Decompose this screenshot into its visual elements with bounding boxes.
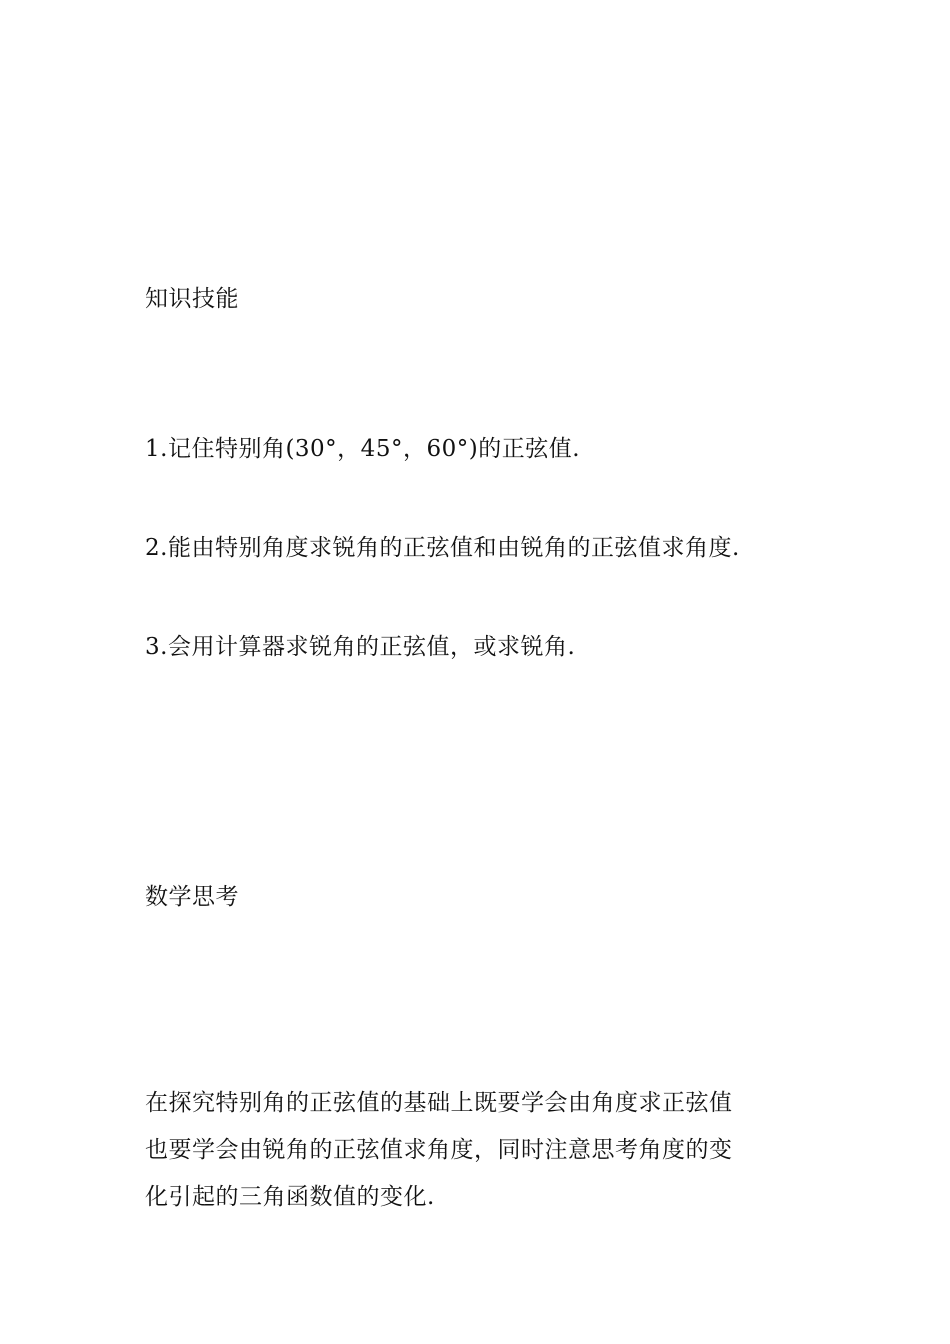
list-item: 2.能由特别角度求锐角的正弦值和由锐角的正弦值求角度.: [145, 535, 740, 561]
section-heading-knowledge: 知识技能: [145, 286, 239, 312]
list-item: 3.会用计算器求锐角的正弦值，或求锐角.: [145, 634, 576, 660]
paragraph-line: 化引起的三角函数值的变化.: [145, 1184, 435, 1210]
section-heading-thinking: 数学思考: [145, 884, 239, 910]
thinking-paragraph: [145, 1080, 815, 1221]
paragraph-line: 也要学会由锐角的正弦值求角度，同时注意思考角度的变: [145, 1137, 733, 1163]
list-item: 1.记住特别角(30°，45°，60°)的正弦值.: [145, 436, 581, 462]
paragraph-line: 在探究特别角的正弦值的基础上既要学会由角度求正弦值: [145, 1090, 733, 1116]
